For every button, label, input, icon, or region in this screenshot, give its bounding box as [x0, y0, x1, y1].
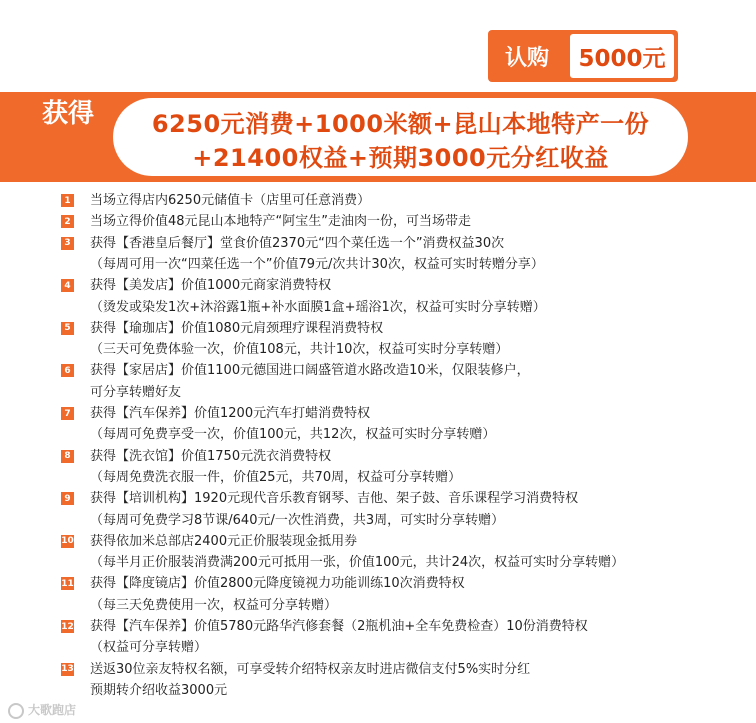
- item-number: 4: [61, 279, 74, 292]
- item-text: 获得【汽车保养】价值5780元路华汽修套餐（2瓶机油+全车免费检查）10份消费特权: [90, 619, 588, 634]
- watermark-text: 大歌跑店: [28, 703, 77, 717]
- item-detail: （每半月正价服装消费满200元可抵用一张，价值100元，共计24次，权益可实时分享转赠）: [90, 555, 625, 571]
- item-text: 获得【家居店】价值1100元德国进口阔盛管道水路改造10米，仅限装修户，: [90, 363, 530, 379]
- item-number: 9: [61, 492, 74, 505]
- item-detail: （权益可分享转赠）: [90, 640, 208, 656]
- item-number: 6: [61, 364, 74, 377]
- banner-label: 获得: [41, 99, 94, 129]
- item-number: 5: [61, 322, 74, 335]
- subscribe-amount: 5000元: [570, 34, 674, 78]
- item-number: 2: [61, 215, 74, 228]
- item-text: 获得【香港皇后餐厅】堂食价值2370元“四个菜任选一个”消费权益30次: [90, 235, 505, 251]
- item-detail: （每周可用一次“四菜任选一个”价值79元/次共计30次，权益可实时转赠分享）: [90, 256, 544, 272]
- item-number: 3: [61, 237, 74, 250]
- item-text: 当场立得店内6250元储值卡（店里可任意消费）: [90, 193, 371, 208]
- item-detail: （每周免费洗衣服一件，价值25元，共70周，权益可分享转赠）: [90, 469, 462, 485]
- item-text: 当场立得价值48元昆山本地特产“阿宝生”走油肉一份，可当场带走: [90, 214, 472, 230]
- item-text: 获得【降度镜店】价值2800元降度镜视力功能训练10次消费特权: [90, 576, 465, 592]
- subscribe-badge: [488, 30, 678, 82]
- item-text: 获得【汽车保养】价值1200元汽车打蜡消费特权: [90, 406, 371, 421]
- item-text: 获得【洗衣馆】价值1750元洗衣消费特权: [90, 448, 332, 464]
- item-number: 10: [61, 536, 74, 547]
- subscribe-label: 认购: [504, 45, 549, 71]
- item-detail: （三天可免费体验一次，价值108元，共计10次，权益可实时分享转赠）: [90, 342, 509, 358]
- item-detail: 预期转介绍收益3000元: [90, 682, 228, 698]
- watermark-logo-icon: [8, 703, 24, 719]
- item-text: 获得【美发店】价值1000元商家消费特权: [90, 278, 332, 294]
- item-number: 8: [61, 450, 74, 463]
- item-number: 11: [61, 578, 74, 589]
- item-detail: 可分享转赠好友: [90, 384, 182, 400]
- item-text: 获得依加米总部店2400元正价服装现金抵用券: [90, 533, 358, 549]
- item-number: 13: [61, 664, 74, 675]
- item-number: 1: [61, 194, 74, 207]
- benefit-summary-line1: 6250元消费+1000米额+昆山本地特产一份: [151, 110, 650, 138]
- item-text: 获得【培训机构】1920元现代音乐教育钢琴、吉他、架子鼓、音乐课程学习消费特权: [90, 491, 579, 507]
- item-detail: （每周可免费享受一次，价值100元，共12次，权益可实时分享转赠）: [90, 427, 496, 443]
- watermark: [8, 701, 76, 719]
- item-text: 送返30位亲友特权名额，可享受转介绍特权亲友时进店微信支付5%实时分红: [90, 661, 531, 677]
- benefit-summary-line2: +21400权益+预期3000元分红收益: [192, 144, 609, 172]
- item-number: 12: [61, 621, 74, 632]
- item-detail: （每周可免费学习8节课/640元/一次性消费，共3周，可实时分享转赠）: [90, 512, 505, 528]
- benefit-summary: [113, 98, 688, 176]
- item-detail: （烫发或染发1次+沐浴露1瓶+补水面膜1盒+瑶浴1次，权益可实时分享转赠）: [90, 299, 546, 315]
- item-detail: （每三天免费使用一次，权益可分享转赠）: [90, 597, 338, 613]
- item-number: 7: [61, 407, 74, 420]
- item-text: 获得【瑜珈店】价值1080元肩颈理疗课程消费特权: [90, 320, 384, 336]
